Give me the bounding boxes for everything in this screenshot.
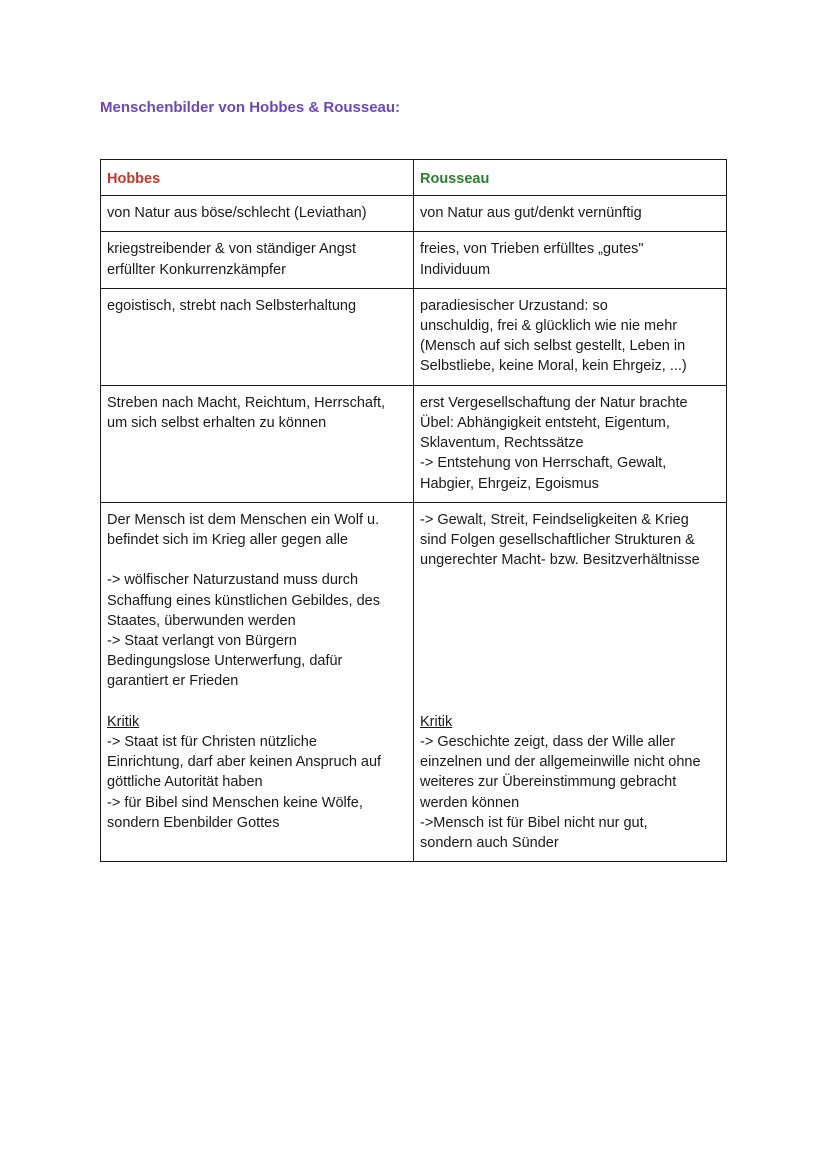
spacer [420,651,718,671]
cell-line: um sich selbst erhalten zu können [107,415,327,432]
cell-line: weiteres zur Übereinstimmung gebracht [420,774,677,791]
cell-line: -> Staat ist für Christen nützliche [107,734,317,751]
cell-line: sondern Ebenbilder Gottes [107,814,280,831]
cell-line: Selbstliebe, keine Moral, kein Ehrgeiz, ...) [420,358,687,375]
cell-line: Sklaventum, Rechtssätze [420,435,584,452]
hobbes-cell [101,502,414,861]
cell-line: (Mensch auf sich selbst gestellt, Leben in [420,338,686,355]
table-row [101,288,727,385]
rousseau-cell [414,232,727,288]
cell-line: -> wölfischer Naturzustand muss durch [107,572,359,589]
spacer [420,591,718,611]
cell-line: sind Folgen gesellschaftlicher Strukturen & [420,532,695,549]
cell-line: Einrichtung, darf aber keinen Anspruch auf [107,754,382,771]
cell-line: Bedingungslose Unterwerfung, dafür [107,653,343,670]
cell-line: paradiesischer Urzustand: so [420,297,608,314]
rousseau-cell [414,288,727,385]
rousseau-cell [414,385,727,502]
cell-line: von Natur aus gut/denkt vernünftig [420,205,642,222]
table-row [101,502,727,861]
cell-line: Staates, überwunden werden [107,612,296,629]
cell-line: befindet sich im Krieg aller gegen alle [107,532,348,549]
hobbes-cell [101,232,414,288]
spacer [420,570,718,590]
cell-line: -> für Bibel sind Menschen keine Wölfe, [107,794,363,811]
cell-line: -> Geschichte zeigt, dass der Wille aller [420,733,676,750]
spacer [107,692,405,712]
cell-line: Übel: Abhängigkeit entsteht, Eigentum, [420,415,670,432]
kritik-label: Kritik [420,713,453,730]
spacer [420,692,718,712]
table-header-row [101,160,727,196]
spacer [420,631,718,651]
comparison-table [100,159,727,862]
header-hobbes: Hobbes [101,160,414,196]
cell-line: sondern auch Sünder [420,834,559,851]
rousseau-cell [414,502,727,861]
spacer [107,550,405,570]
table-row [101,196,727,232]
cell-line: unschuldig, frei & glücklich wie nie mehr [420,318,678,335]
cell-line: Individuum [420,261,491,278]
cell-line: Habgier, Ehrgeiz, Egoismus [420,475,599,492]
cell-line: ->Mensch ist für Bibel nicht nur gut, [420,814,648,831]
spacer [420,671,718,691]
kritik-label: Kritik [107,713,140,730]
cell-line: garantiert er Frieden [107,673,239,690]
hobbes-cell [101,385,414,502]
cell-line: werden können [420,794,520,811]
cell-line: Der Mensch ist dem Menschen ein Wolf u. [107,511,380,528]
cell-line: erfüllter Konkurrenzkämpfer [107,261,286,278]
cell-line: Schaffung eines künstlichen Gebildes, des [107,592,380,609]
cell-line: von Natur aus böse/schlecht (Leviathan) [107,205,367,222]
header-rousseau: Rousseau [414,160,727,196]
hobbes-cell [101,288,414,385]
cell-line: kriegstreibender & von ständiger Angst [107,241,357,258]
table-row [101,385,727,502]
cell-line: ungerechter Macht- bzw. Besitzverhältnisse [420,552,700,569]
cell-line: -> Staat verlangt von Bürgern [107,633,297,650]
hobbes-cell [101,196,414,232]
rousseau-cell [414,196,727,232]
spacer [420,611,718,631]
cell-line: erst Vergesellschaftung der Natur brachte [420,394,688,411]
cell-line: -> Gewalt, Streit, Feindseligkeiten & Krieg [420,511,689,528]
cell-line: göttliche Autorität haben [107,774,263,791]
cell-line: -> Entstehung von Herrschaft, Gewalt, [420,455,667,472]
cell-line: freies, von Trieben erfülltes „gutes" [420,241,644,258]
table-row [101,232,727,288]
cell-line: Streben nach Macht, Reichtum, Herrschaft, [107,394,386,411]
cell-line: einzelnen und der allgemeinwille nicht ohne [420,754,701,771]
page-title: Menschenbilder von Hobbes & Rousseau: [100,99,401,116]
cell-line: egoistisch, strebt nach Selbsterhaltung [107,297,357,314]
